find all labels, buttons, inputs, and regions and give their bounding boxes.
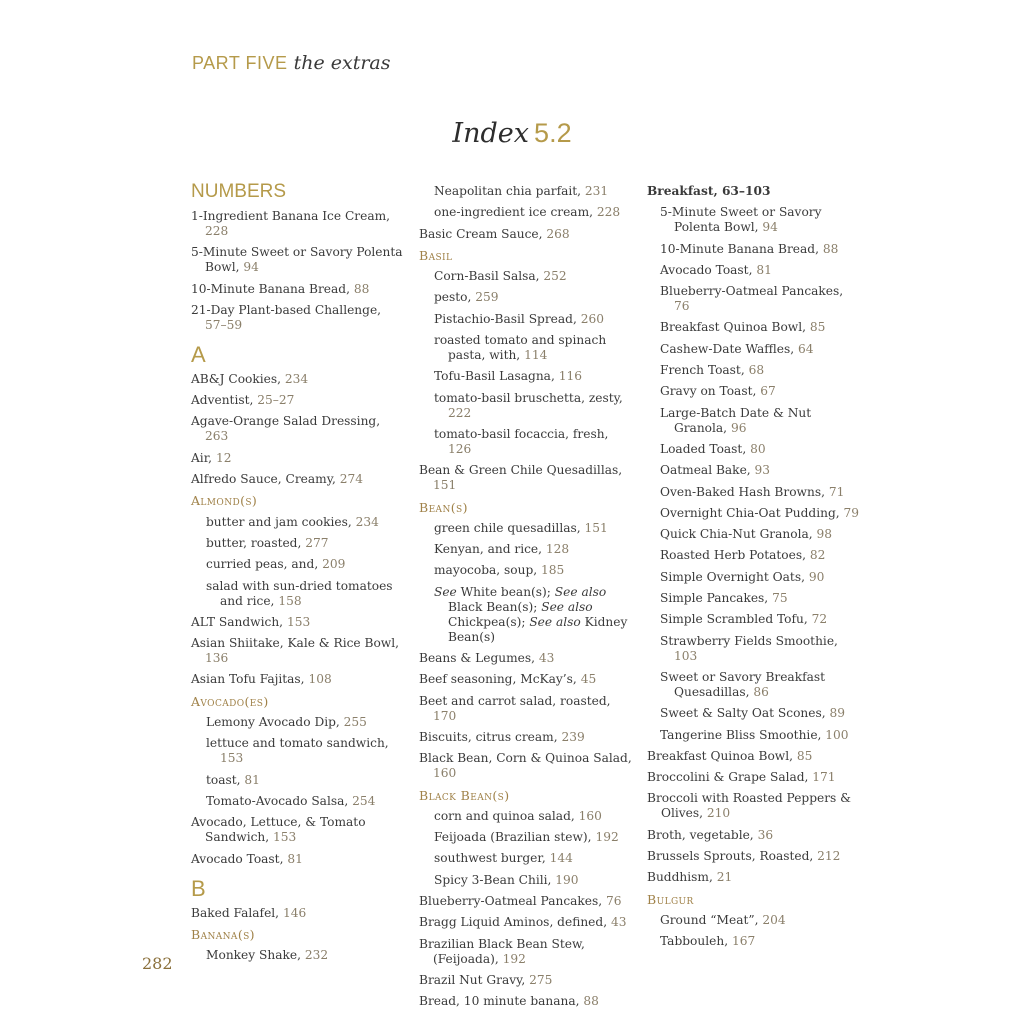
entry-page: 88 [822, 241, 839, 256]
index-entry [191, 414, 406, 444]
title-number: 5.2 [534, 118, 572, 148]
index-entry [191, 672, 406, 687]
index-entry [191, 245, 406, 275]
index-entry [206, 557, 406, 572]
entry-page: 228 [596, 205, 621, 220]
entry-text: Ground “Meat”, [660, 912, 759, 927]
entry-text: Agave-Orange Salad Dressing, [191, 414, 381, 429]
entry-text: Overnight Chia-Oat Pudding, [660, 505, 840, 520]
index-entry [419, 651, 634, 666]
entry-page: 45 [580, 672, 597, 687]
entry-text: toast, [206, 772, 241, 787]
index-heading: Bean(s) [419, 499, 468, 515]
index-entry [647, 849, 862, 864]
index-entry [191, 636, 406, 666]
entry-text: lettuce and tomato sandwich, [206, 736, 389, 751]
entry-page: 96 [730, 420, 747, 435]
entry-page: 88 [353, 281, 370, 296]
index-entry [647, 870, 862, 885]
index-entry [660, 612, 862, 627]
section-letter-a: A [191, 341, 206, 367]
entry-text: Simple Scrambled Tofu, [660, 612, 808, 627]
entry-text: 21-Day Plant-based Challenge, [191, 302, 382, 317]
entry-page: 75 [772, 591, 788, 606]
entry-text: pesto, [434, 290, 472, 305]
entry-page: 63–103 [721, 184, 771, 198]
entry-text: Tomato-Avocado Salsa, [206, 793, 349, 808]
entry-page: 12 [215, 450, 232, 465]
index-entry [206, 536, 406, 551]
entry-text: Black Bean, Corn & Quinoa Salad, [419, 751, 632, 766]
entry-page: 153 [286, 614, 311, 629]
entry-page: 146 [282, 905, 307, 920]
index-entry [660, 634, 862, 664]
index-entry [660, 913, 862, 928]
index-entry [660, 442, 862, 457]
index-entry [660, 263, 862, 278]
entry-text: tomato-basil focaccia, fresh, [434, 426, 609, 441]
entry-text: butter, roasted, [206, 535, 302, 550]
entry-text: Alfredo Sauce, Creamy, [191, 472, 336, 487]
see-target: Kidney Bean(s) [448, 614, 628, 644]
entry-page: 274 [339, 472, 363, 487]
entry-text: Blueberry-Oatmeal Pancakes, [660, 284, 844, 299]
entry-page: 94 [243, 260, 259, 275]
entry-page: 88 [583, 994, 599, 1009]
entry-text: Breakfast, [647, 184, 718, 198]
entry-page: 43 [538, 651, 555, 666]
entry-page: 192 [502, 951, 526, 966]
entry-text: AB&J Cookies, [191, 371, 281, 386]
entry-page: 171 [812, 770, 836, 785]
entry-text: Buddhism, [647, 870, 713, 885]
entry-text: Broth, vegetable, [647, 827, 754, 842]
entry-page: 103 [674, 648, 698, 663]
entry-page: 144 [549, 851, 573, 866]
index-entry [191, 282, 406, 297]
index-entry [419, 227, 634, 242]
entry-page: 93 [754, 463, 771, 478]
entry-text: Broccoli with Roasted Peppers & Olives, [647, 791, 852, 821]
entry-page: 160 [578, 808, 602, 823]
index-entry [419, 463, 634, 493]
entry-text: 5-Minute Sweet or Savory Polenta Bowl, [191, 245, 403, 275]
index-entry [434, 563, 634, 578]
index-entry [434, 521, 634, 536]
index-entry [647, 749, 862, 764]
index-heading: Bulgur [647, 891, 694, 907]
entry-page: 36 [757, 827, 774, 842]
entry-page: 126 [448, 441, 472, 456]
part-subtitle: the extras [293, 52, 391, 74]
entry-text: curried peas, and, [206, 557, 319, 572]
entry-text: Feijoada (Brazilian stew), [434, 830, 592, 845]
entry-text: 1-Ingredient Banana Ice Cream, [191, 209, 391, 223]
entry-page: 21 [716, 870, 733, 885]
entry-text: Breakfast Quinoa Bowl, [660, 320, 807, 335]
entry-page: 25–27 [257, 393, 295, 408]
entry-text: 5-Minute Sweet or Savory Polenta Bowl, [660, 205, 822, 235]
index-entry [206, 948, 406, 963]
entry-page: 108 [308, 672, 332, 687]
entry-page: 232 [304, 948, 329, 963]
index-entry [191, 472, 406, 487]
entry-page: 82 [809, 548, 826, 563]
entry-page: 89 [829, 706, 845, 721]
entry-text: Simple Pancakes, [660, 591, 769, 606]
entry-text: Tofu-Basil Lasagna, [434, 369, 555, 384]
index-entry [647, 791, 862, 821]
index-heading: Black Bean(s) [419, 787, 510, 803]
index-entry [206, 794, 406, 809]
entry-page: 43 [610, 915, 627, 930]
entry-page: 190 [555, 872, 579, 887]
index-heading: Avocado(es) [191, 693, 269, 709]
entry-page: 255 [343, 715, 367, 730]
index-entry [647, 828, 862, 843]
see-also-entry [434, 585, 634, 645]
entry-page: 268 [546, 226, 570, 241]
entry-text: one-ingredient ice cream, [434, 205, 594, 220]
entry-text: Avocado Toast, [191, 851, 284, 866]
index-entry [419, 894, 634, 909]
running-head [192, 52, 391, 74]
entry-text: tomato-basil bruschetta, zesty, [434, 390, 623, 405]
index-heading: Banana(s) [191, 926, 255, 942]
entry-text: Broccolini & Grape Salad, [647, 770, 809, 785]
index-entry [660, 284, 862, 314]
entry-text: Tabbouleh, [660, 934, 729, 949]
entry-page: 94 [762, 220, 778, 235]
entry-page: 234 [355, 514, 379, 529]
index-entry [660, 485, 862, 500]
entry-page: 254 [352, 793, 376, 808]
entry-text: Basic Cream Sauce, [419, 226, 543, 241]
entry-text: Strawberry Fields Smoothie, [660, 633, 838, 648]
entry-text: Simple Overnight Oats, [660, 569, 805, 584]
index-entry [660, 506, 862, 521]
see-label: See also [554, 584, 607, 599]
page-number: 282 [142, 954, 173, 973]
entry-page: 204 [762, 912, 786, 927]
index-entry [191, 451, 406, 466]
entry-page: 68 [748, 363, 765, 378]
index-entry [434, 269, 634, 284]
entry-page: 100 [825, 727, 849, 742]
entry-page: 86 [753, 684, 769, 699]
part-label: PART FIVE [192, 53, 288, 73]
index-entry [191, 372, 406, 387]
entry-page: 263 [205, 429, 229, 444]
entry-text: Breakfast Quinoa Bowl, [647, 748, 794, 763]
entry-text: 10-Minute Banana Bread, [191, 281, 350, 296]
index-entry [191, 906, 406, 921]
entry-page: 239 [561, 729, 585, 744]
index-entry [434, 809, 634, 824]
index-column-1 [191, 181, 406, 969]
entry-text: Gravy on Toast, [660, 384, 757, 399]
entry-page: 72 [811, 612, 828, 627]
index-entry [434, 369, 634, 384]
entry-text: southwest burger, [434, 851, 546, 866]
index-entry [660, 242, 862, 257]
entry-text: corn and quinoa salad, [434, 808, 575, 823]
see-target: Black Bean(s); [448, 599, 542, 614]
section-letter-b: B [191, 875, 206, 901]
index-entry [191, 209, 406, 239]
index-entry [434, 391, 634, 421]
entry-page: 192 [595, 830, 619, 845]
index-entry [419, 694, 634, 724]
entry-page: 210 [706, 806, 731, 821]
entry-page: 116 [558, 369, 582, 384]
index-entry [419, 730, 634, 745]
entry-text: Asian Tofu Fajitas, [191, 672, 305, 687]
index-entry [434, 184, 634, 199]
entry-text: ALT Sandwich, [191, 614, 284, 629]
entry-page: 153 [273, 830, 297, 845]
entry-page: 167 [731, 934, 756, 949]
entry-text: Brazil Nut Gravy, [419, 972, 526, 987]
entry-text: Corn-Basil Salsa, [434, 269, 540, 284]
entry-page: 79 [843, 505, 860, 520]
index-entry [660, 205, 862, 235]
entry-text: Monkey Shake, [206, 948, 301, 963]
entry-text: Oatmeal Bake, [660, 463, 751, 478]
index-entry [660, 670, 862, 700]
entry-page: 275 [529, 972, 553, 987]
index-entry [419, 937, 634, 967]
index-entry [660, 342, 862, 357]
entry-text: Pistachio-Basil Spread, [434, 311, 577, 326]
index-entry [434, 851, 634, 866]
index-column-3 [647, 184, 862, 956]
index-entry [434, 542, 634, 557]
entry-text: Adventist, [191, 393, 254, 408]
index-entry [206, 515, 406, 530]
entry-text: Neapolitan chia parfait, [434, 184, 582, 198]
index-entry [434, 830, 634, 845]
entry-page: 209 [322, 557, 346, 572]
index-entry [434, 333, 634, 363]
index-entry [660, 706, 862, 721]
entry-page: 76 [674, 299, 690, 314]
index-entry [206, 736, 406, 766]
entry-text: Roasted Herb Potatoes, [660, 548, 806, 563]
entry-page: 234 [284, 371, 309, 386]
entry-text: Spicy 3-Bean Chili, [434, 872, 552, 887]
index-entry [206, 715, 406, 730]
entry-page: 252 [543, 269, 567, 284]
entry-text: Air, [191, 450, 213, 465]
entry-page: 160 [433, 766, 457, 781]
entry-text: Quick Chia-Nut Granola, [660, 527, 813, 542]
index-entry [419, 973, 634, 988]
see-target: Chickpea(s); [448, 614, 530, 629]
index-entry [206, 773, 406, 788]
entry-page: 228 [205, 224, 229, 238]
entry-page: 67 [760, 384, 776, 399]
entry-text: Bread, 10 minute banana, [419, 994, 580, 1009]
entry-text: Sweet or Savory Breakfast Quesadillas, [660, 669, 826, 699]
index-heading-breakfast [647, 184, 862, 199]
index-entry [191, 303, 406, 333]
index-entry [191, 815, 406, 845]
index-entry [660, 363, 862, 378]
index-column-2 [419, 184, 634, 1016]
entry-page: 81 [756, 262, 772, 277]
entry-text: Beans & Legumes, [419, 651, 535, 666]
index-entry [660, 728, 862, 743]
index-entry [434, 205, 634, 220]
entry-page: 71 [828, 484, 845, 499]
entry-text: roasted tomato and spinach pasta, with, [434, 333, 607, 363]
section-letter-numbers: NUMBERS [191, 181, 287, 202]
entry-text: Bragg Liquid Aminos, defined, [419, 915, 608, 930]
entry-text: mayocoba, soup, [434, 563, 538, 578]
entry-page: 136 [205, 651, 229, 666]
index-entry [191, 615, 406, 630]
entry-page: 98 [816, 527, 833, 542]
index-heading: Almond(s) [191, 493, 258, 509]
entry-text: Lemony Avocado Dip, [206, 715, 340, 730]
entry-page: 90 [808, 569, 825, 584]
index-entry [660, 934, 862, 949]
entry-page: 151 [433, 478, 457, 493]
entry-text: salad with sun-dried tomatoes and rice, [206, 578, 393, 608]
index-entry [660, 591, 862, 606]
entry-page: 212 [817, 849, 841, 864]
entry-text: Baked Falafel, [191, 905, 280, 920]
entry-text: Kenyan, and rice, [434, 542, 543, 557]
index-entry [191, 852, 406, 867]
entry-text: green chile quesadillas, [434, 520, 581, 535]
index-entry [419, 915, 634, 930]
index-entry [660, 406, 862, 436]
index-entry [660, 527, 862, 542]
entry-page: 277 [305, 535, 329, 550]
see-target: White bean(s); [456, 584, 555, 599]
index-entry [660, 463, 862, 478]
entry-text: Cashew-Date Waffles, [660, 341, 795, 356]
entry-text: Bean & Green Chile Quesadillas, [419, 463, 623, 478]
entry-text: Beet and carrot salad, roasted, [419, 693, 611, 708]
entry-page: 80 [750, 441, 766, 456]
entry-text: Asian Shiitake, Kale & Rice Bowl, [191, 636, 400, 651]
entry-text: Beef seasoning, McKay’s, [419, 672, 577, 687]
index-entry [647, 770, 862, 785]
entry-page: 128 [545, 542, 570, 557]
entry-page: 81 [287, 851, 303, 866]
entry-text: Blueberry-Oatmeal Pancakes, [419, 894, 603, 909]
entry-page: 260 [580, 311, 604, 326]
entry-text: Avocado Toast, [660, 262, 753, 277]
title-word: Index [452, 118, 529, 149]
index-entry [206, 579, 406, 609]
index-entry [660, 384, 862, 399]
entry-page: 259 [475, 290, 499, 305]
entry-text: Avocado, Lettuce, & Tomato Sandwich, [191, 815, 366, 845]
entry-text: Biscuits, citrus cream, [419, 729, 558, 744]
index-entry [419, 751, 634, 781]
entry-text: Large-Batch Date & Nut Granola, [660, 405, 812, 435]
entry-page: 64 [797, 341, 814, 356]
index-entry [419, 672, 634, 687]
see-label: See [434, 584, 457, 599]
index-entry [434, 290, 634, 305]
entry-page: 85 [796, 748, 813, 763]
entry-text: Brazilian Black Bean Stew, (Feijoada), [419, 936, 585, 966]
index-entry [660, 570, 862, 585]
entry-text: Tangerine Bliss Smoothie, [660, 727, 822, 742]
entry-page: 114 [524, 348, 548, 363]
entry-page: 185 [541, 563, 565, 578]
entry-text: Brussels Sprouts, Roasted, [647, 849, 814, 864]
index-entry [434, 312, 634, 327]
index-heading: Basil [419, 247, 453, 263]
see-label: See also [529, 614, 581, 629]
index-entry [660, 548, 862, 563]
entry-text: Oven-Baked Hash Browns, [660, 484, 825, 499]
entry-page: 81 [244, 772, 260, 787]
entry-text: French Toast, [660, 363, 745, 378]
entry-page: 151 [584, 520, 608, 535]
index-entry [660, 320, 862, 335]
entry-page: 222 [448, 405, 472, 420]
entry-page: 76 [606, 894, 622, 909]
entry-text: butter and jam cookies, [206, 514, 352, 529]
entry-text: 10-Minute Banana Bread, [660, 241, 819, 256]
index-entry [434, 427, 634, 457]
entry-text: Sweet & Salty Oat Scones, [660, 706, 826, 721]
entry-text: Loaded Toast, [660, 441, 747, 456]
see-label: See also [541, 599, 593, 614]
index-entry [419, 994, 634, 1009]
index-entry [191, 393, 406, 408]
entry-page: 158 [278, 593, 302, 608]
page-title [0, 118, 1024, 149]
entry-page: 231 [584, 184, 609, 198]
entry-page: 85 [809, 320, 826, 335]
entry-page: 57–59 [205, 317, 243, 332]
entry-page: 170 [433, 708, 457, 723]
entry-page: 153 [220, 751, 244, 766]
index-entry [434, 873, 634, 888]
